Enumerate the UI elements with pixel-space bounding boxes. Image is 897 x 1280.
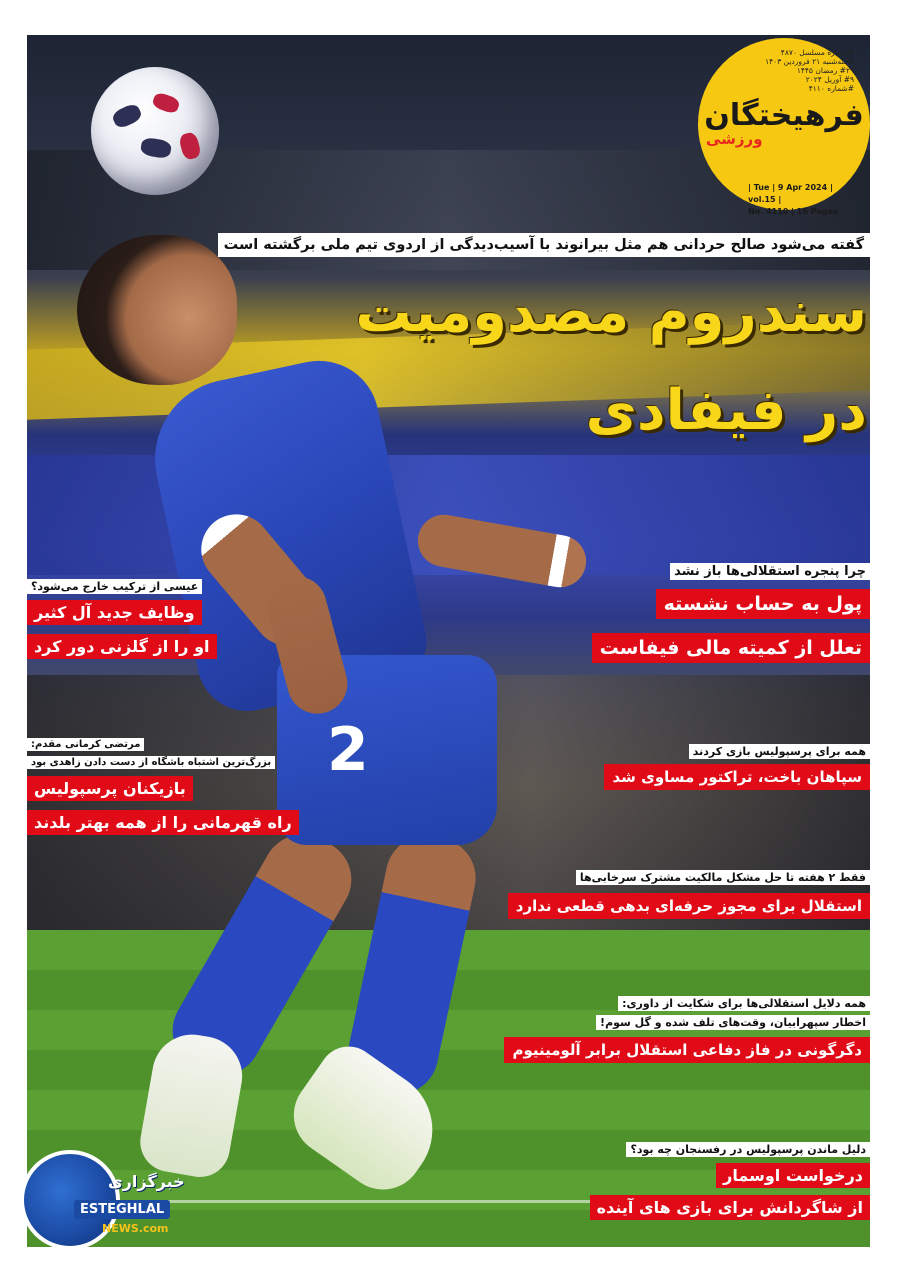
story-headline: دگرگونی در فاز دفاعی استقلال برابر آلومینیوم (504, 1037, 870, 1063)
story-kicker: بزرگ‌ترین اشتباه باشگاه از دست دادن زاهدی بود (27, 756, 275, 769)
story-headline: از شاگردانش برای بازی های آینده (590, 1195, 870, 1220)
watermark-fa: خبرگزاری (108, 1172, 185, 1191)
story-headline: بازیکنان پرسپولیس (27, 776, 193, 801)
issue-line: No. 4110 | 16 Pages (748, 207, 838, 216)
story-headline: تعلل از کمیته مالی فیفاست (592, 633, 870, 663)
story-kicker: فقط ۲ هفته تا حل مشکل مالکیت مشترک سرخابی‌ها (576, 870, 870, 885)
jersey-number: 2 (327, 715, 369, 785)
meta-line: #شماره ۴۱۱۰ (808, 84, 854, 93)
lead-headline: سندروم مصدومیت (355, 280, 867, 345)
watermark-sub: NEWS.com (102, 1222, 169, 1235)
story-headline: درخواست اوسمار (716, 1163, 870, 1188)
masthead-title: فرهیختگان (704, 98, 864, 133)
masthead-meta (714, 48, 854, 93)
masthead-date (748, 182, 858, 218)
meta-line: #۲۹ رمضان ۱۴۴۵ (796, 66, 854, 75)
story-kicker: چرا پنجره استقلالی‌ها باز نشد (670, 563, 870, 580)
lead-kicker: گفته می‌شود صالح حردانی هم مثل بیرانوند با آسیب‌دیدگی از اردوی تیم ملی برگشته است (218, 233, 870, 257)
meta-line: #سه‌شنبه ۲۱ فروردین ۱۴۰۳ (765, 57, 854, 66)
meta-line: #۹ آوریل ۲۰۲۴ (805, 75, 854, 84)
lead-headline: در فیفادی (585, 378, 867, 443)
story-headline: او را از گلزنی دور کرد (27, 634, 217, 659)
story-headline: استقلال برای مجوز حرفه‌ای بدهی قطعی ندارد (508, 893, 870, 919)
story-kicker: همه برای پرسپولیس بازی کردند (689, 744, 870, 759)
story-kicker: عیسی از ترکیب خارج می‌شود؟ (27, 579, 202, 594)
story-kicker: اخطار سپهرابیان، وقت‌های تلف شده و گل سوم! (596, 1015, 870, 1030)
masthead-logo (698, 38, 870, 216)
football-icon (91, 67, 219, 195)
watermark-logo (10, 1150, 185, 1260)
story-kicker: دلیل ماندن پرسپولیس در رفسنجان چه بود؟ (626, 1142, 870, 1157)
watermark-en: ESTEGHLAL (74, 1200, 170, 1219)
masthead-subtitle: ورزشی (706, 130, 763, 148)
date-line: | Tue | 9 Apr 2024 | vol.15 | (748, 183, 833, 204)
story-kicker: مرتضی کرمانی مقدم: (27, 738, 144, 751)
player-figure (47, 235, 607, 1215)
story-headline: سپاهان باخت، تراکتور مساوی شد (604, 764, 870, 790)
meta-line: #شماره مسلسل ۴۸۷۰ (780, 48, 854, 57)
story-kicker: همه دلایل استقلالی‌ها برای شکایت از داوری: (618, 996, 870, 1011)
story-headline: پول به حساب نشسته (656, 589, 870, 619)
story-headline: وظایف جدید آل کثیر (27, 600, 202, 625)
story-headline: راه قهرمانی را از همه بهتر بلدند (27, 810, 299, 835)
player-head (77, 235, 237, 385)
player-arm (414, 511, 590, 592)
